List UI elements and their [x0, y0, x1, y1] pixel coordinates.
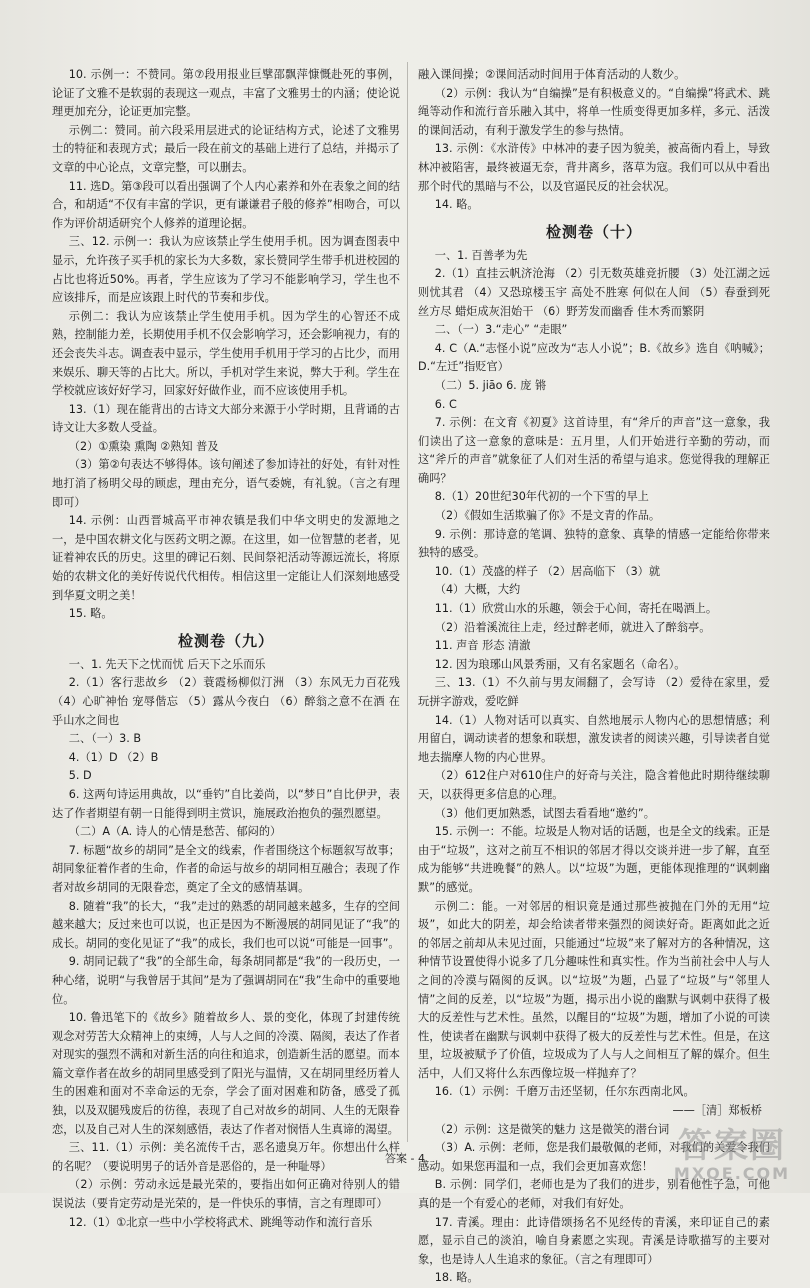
paragraph: 示例二：能。一对邻居的相识竟是通过那些被抛在门外的无用“垃圾”，如此大的阴差，却会给读者带来强烈的阅读好奇。距离如此之近的邻居之前却从未见过面，只能通过“垃圾”来了解对方的各种情况，这种情节设置使得小说多了几分趣味性和真实性。作为当前社会中人与人之间的冷漠与隔阂的反讽。以“垃圾”为题，凸显了“垃圾”与“邻里人情”之间的反差，以“垃圾”为题，揭示出小说的幽默与讽刺中获得了极大的反差性与艺术性。虽然，以醒目的“垃圾”为题，增加了小说的可读性，使读者在幽默与讽刺中获得了极大的反差性与艺术性。但是，在这里，垃圾被赋予了价值，垃圾成为了人与人之间相互了解的媒介。但生活中，人们又将什么东西像垃圾一样抛弃了？ — [418, 899, 770, 1080]
paragraph: 13.（1）现在能背出的古诗文大部分来源于小学时期，且背诵的古诗文让大多数人受益。 — [52, 402, 400, 435]
paragraph: 三、13.（1）不久前与男友闹翻了，会写诗 （2）爱待在家里，爱玩拼字游戏，爱吃鲜 — [418, 676, 770, 708]
paragraph: （2）沿着溪流往上走，经过醉老师，就进入了醉翁亭。 — [434, 620, 711, 634]
paragraph: 14.（1）人物对话可以真实、自然地展示人物内心的思想情感；利用留白，调动读者的想象和联想，激发读者的阅读兴趣，引导读者自觉地去揣摩人物的内心世界。 — [418, 713, 770, 764]
watermark-brand: 答案圈 — [678, 1126, 786, 1166]
paragraph: （3）他们更加熟悉，试图去看看地“邀约”。 — [434, 806, 655, 820]
paragraph: （二）A（A. 诗人的心情是愁苦、郁闷的） — [68, 825, 282, 839]
paragraph: 7. 标题“故乡的胡同”是全文的线索，作者围绕这个标题叙写故事；胡同象征着作者的生命，作者的命运与故乡的胡同相互融合；表现了作者对故乡胡同的无限眷恋，奠定了全文的感情基调。 — [52, 843, 400, 894]
paragraph: 8. 随着“我”的长大，“我”走过的熟悉的胡同越来越多，生存的空间越来越大；反过来也可以说，也正是因为不断漫展的胡同见证了“我”的成长。胡同的变化见证了“我”的成长，我们也可以说“可能是一回事”。 — [52, 899, 400, 950]
paragraph: 11. 选D。第③段可以看出强调了个人内心素养和外在表象之间的结合，和胡适“不仅有丰富的学识，更有谦谦君子般的修养”相吻合，可以作为评价胡适研究个人修养的道理论据。 — [52, 179, 400, 230]
section-9-answers — [52, 656, 400, 1232]
paragraph: 示例二：赞同。前六段采用层进式的论证结构方式，论述了文雅男士的特征和表现方式；最后一段在前文的基础上进行了总结，并揭示了文章的中心论点，文章完整，可以删去。 — [52, 123, 400, 174]
paragraph: 融入课间操；②课间活动时间用于体育活动的人数少。 — [418, 68, 686, 81]
left-column — [52, 66, 400, 1232]
paragraph: 5. D — [68, 769, 92, 783]
left-answers — [52, 66, 400, 624]
paragraph: （2）示例：劳动永远是最光荣的，要指出如何正确对待别人的错误说法（要肯定劳动是光荣的，是一件快乐的事情，言之有理即可） — [52, 1178, 400, 1211]
section-10-answers — [418, 247, 770, 1102]
paragraph: 17. 青溪。理由：此诗借颂扬名不见经传的青溪，来印证自己的素愿，显示自己的淡泊，喻自身素愿之实现。青溪是诗歌描写的主要对象，也是诗人人生追求的象征。（言之有理即可） — [418, 1215, 770, 1266]
paragraph: 10. 鲁迅笔下的《故乡》随着故乡人、景的变化，体现了封建传统观念对劳苦大众精神上的束缚，人与人之间的冷漠、隔阂，表达了作者对现实的强烈不满和对新生活的向往和追求，创造新生活的愿望。而本篇文章作者在故乡的胡同里感受到了阳光与温情，又在胡同里经历着人生的困难和面对不幸命运的无奈，学会了面对困难和防备，感受了孤独，以及双腿残废后的彷徨，表现了自己对故乡的胡同、人生的无限眷恋，以及自己对人生的深刻感悟，表达了作者对悯悟人生真谛的渴望。 — [52, 1011, 400, 1136]
paragraph: （3）A. 示例：老师，您是我们最敬佩的老师，对我们的关爱令我们感动。如果您再温和一点，我们会更加喜欢您！ — [418, 1141, 770, 1173]
paragraph: 4. C（A.“志怪小说”应改为“志人小说”；B.《故乡》选自《呐喊》；D.“左迁”指贬官） — [418, 341, 770, 374]
paragraph: 11. 声音 形态 清澈 — [434, 639, 531, 653]
paragraph: 6. 这两句诗运用典故，以“垂钓”自比姜尚，以“梦日”自比伊尹，表达了作者期望有朝一日能得到明主赏识，施展政治抱负的强烈愿望。 — [52, 787, 400, 820]
paragraph: 14. 示例：山西晋城高平市神农镇是我们中华文明史的发源地之一，是中国农耕文化与医药文明之源。在这里，如一位智慧的老者，见证着神农氏的历史。这里的碑记石刻、民间祭祀活动等源远流长，将原始的农耕文化的美好传说代代相传。相信这里一定能让人们深刻地感受到华夏文明之美！ — [52, 514, 400, 602]
paragraph: （二）5. jiāo 6. 庞 锵 — [434, 378, 547, 392]
paragraph: 11.（1）欣赏山水的乐趣，领会于心间，寄托在喝酒上。 — [434, 602, 718, 616]
section-9-title: 检测卷（九） — [177, 631, 274, 650]
paragraph: 10. 示例一：不赞同。第⑦段用报业巨擘邵飘萍慷慨赴死的事例，论证了文雅不是软弱的表现这一观点，丰富了文雅男士的内涵；使论说理更加充分，论证更加完整。 — [52, 68, 400, 119]
paragraph: 15. 略。 — [68, 607, 113, 621]
paragraph: 二、（一）3.“走心” “走眼” — [434, 323, 568, 337]
paragraph: 18. 略。 — [434, 1271, 479, 1285]
paragraph: 16.（1）示例：千磨万击还坚韧，任尔东西南北风。 — [434, 1085, 695, 1099]
paragraph: （2）612住户对610住户的好奇与关注，隐含着他此时期待继续聊天，以获得更多信息的心理。 — [418, 769, 770, 801]
paragraph: 示例二：我认为应该禁止学生使用手机。因为学生的心智还不成熟，控制能力差，长期使用手机不仅会影响学习，还会影响视力，有的还会丧失斗志。调查表中显示，学生使用手机用于学习的占比少，而用来娱乐、聊天等的占比大。所以，手机对学生来说，弊大于利。学生在学校就应该好好学习，回家好好做作业，而不应该使用手机。 — [52, 309, 400, 398]
paragraph: 三、12. 示例一：我认为应该禁止学生使用手机。因为调查图表中显示，允许孩子买手机的家长为大多数，家长赞同学生带手机进校园的占比也将近50%。再者，学生应该为了学习不能影响学习，学生也不应该排斥，而是应该跟上时代的节奏和步伐。 — [52, 235, 400, 305]
paragraph: 2.（1）客行悲故乡 （2）蓑霞杨柳似汀洲 （3）东风无力百花残 （4）心旷神怡 宠辱偕忘 （5）露从今夜白 （6）醉翁之意不在酒 在乎山水之间也 — [52, 676, 400, 727]
paragraph: （4）大概，大约 — [434, 583, 521, 597]
paragraph: B. 示例：同学们，老师也是为了我们的进步，别看他性子急，可他真的是一个有爱心的老师，对我们有好处。 — [418, 1178, 770, 1211]
paragraph: 13. 示例：《水浒传》中林冲的妻子因为貌美，被高衙内看上，导致林冲被陷害，最终被逼无奈，背井离乡，落草为寇。我们可以从中看出那个时代的黑暗与不公，以及官逼民反的社会状况。 — [418, 142, 770, 193]
paragraph: 2.（1）直挂云帆济沧海 （2）引无数英雄竞折腰 （3）处江湖之远则忧其君 （4）又恐琼楼玉宇 高处不胜寒 何似在人间 （5）春蚕到死丝方尽 蜡炬成灰泪始干 （6）野芳发而幽香 佳木秀而繁阴 — [418, 267, 770, 318]
column-divider — [407, 62, 408, 1142]
paragraph: 10.（1）茂盛的样子 （2）居高临下 （3）就 — [434, 564, 661, 578]
paragraph: 8.（1）20世纪30年代初的一个下雪的早上 — [434, 490, 649, 504]
paragraph: （2）示例：这是微笑的魅力 这是微笑的潜台词 — [434, 1122, 670, 1136]
paragraph: 4.（1）D （2）B — [68, 750, 159, 764]
paragraph: 三、11.（1）示例：美名流传千古，恶名遗臭万年。你想出什么样的名呢？（要说明男子的话外音是恶俗的，是一种耻辱） — [52, 1141, 400, 1173]
paragraph: 二、（一）3. B — [68, 732, 142, 746]
paragraph: 7. 示例：在文育《初夏》这首诗里，有“斧斤的声音”这一意象，我们读出了这一意象的意味是：五月里，人们开始进行辛勤的劳动，而这“斧斤的声音”就象征了人们对生活的希望与追求。您觉得我的理解正确吗？ — [418, 416, 770, 485]
paragraph: 12.（1）①北京一些中小学校将武术、跳绳等动作和流行音乐 — [68, 1215, 373, 1229]
paragraph: （2）《假如生活欺骗了你》不是文青的作品。 — [434, 509, 661, 523]
poem-attribution: ——［清］郑板桥 — [672, 1104, 762, 1118]
page-footer: 答案 - 4 — [385, 1152, 425, 1165]
watermark-url: MXQE.COM — [673, 1164, 791, 1183]
paragraph: 12. 因为琅琊山风景秀丽，又有名家题名（命名）。 — [434, 657, 686, 671]
watermark-logo — [666, 1127, 798, 1187]
paragraph: （3）第②句表达不够得体。该句阐述了参加诗社的好处，有针对性地打消了杨明父母的顾虑，理由充分，语气委婉，有礼貌。（言之有理即可） — [52, 458, 400, 509]
paragraph: 15. 示例一：不能。垃圾是人物对话的话题，也是全文的线索。正是由于“垃圾”，这对之前互不相识的邻居才得以交谈并进一步了解，直至成为能够“共进晚餐”的熟人。以“垃圾”为题，更能体现推理的“讽刺幽默”的感觉。 — [418, 825, 770, 894]
section-10-title: 检测卷（十） — [545, 222, 642, 241]
paragraph: 一、1. 百善孝为先 — [434, 248, 528, 262]
right-column — [418, 66, 770, 1288]
right-top-answers — [418, 66, 770, 215]
paragraph: 一、1. 先天下之忧而忧 后天下之乐而乐 — [68, 657, 266, 671]
paragraph: 9. 示例：那诗意的笔调、独特的意象、真挚的情感一定能给你带来独特的感受。 — [418, 527, 770, 560]
paragraph: 14. 略。 — [434, 198, 479, 212]
paragraph: （2）①熏染 熏陶 ②熟知 普及 — [68, 439, 219, 453]
paragraph: 9. 胡同记载了“我”的全部生命，每条胡同都是“我”的一段历史，一种心绪，说明“与我曾居于其间”是为了强调胡同在“我”生命中的重要地位。 — [52, 955, 400, 1006]
paragraph: 6. C — [434, 397, 457, 411]
paragraph: （2）示例：我认为“自编操”是有积极意义的。“自编操”将武术、跳绳等动作和流行音乐融入其中，将单一性质变得更加多样，多元、活泼的课间活动，有利于激发学生的参与热情。 — [418, 86, 770, 137]
